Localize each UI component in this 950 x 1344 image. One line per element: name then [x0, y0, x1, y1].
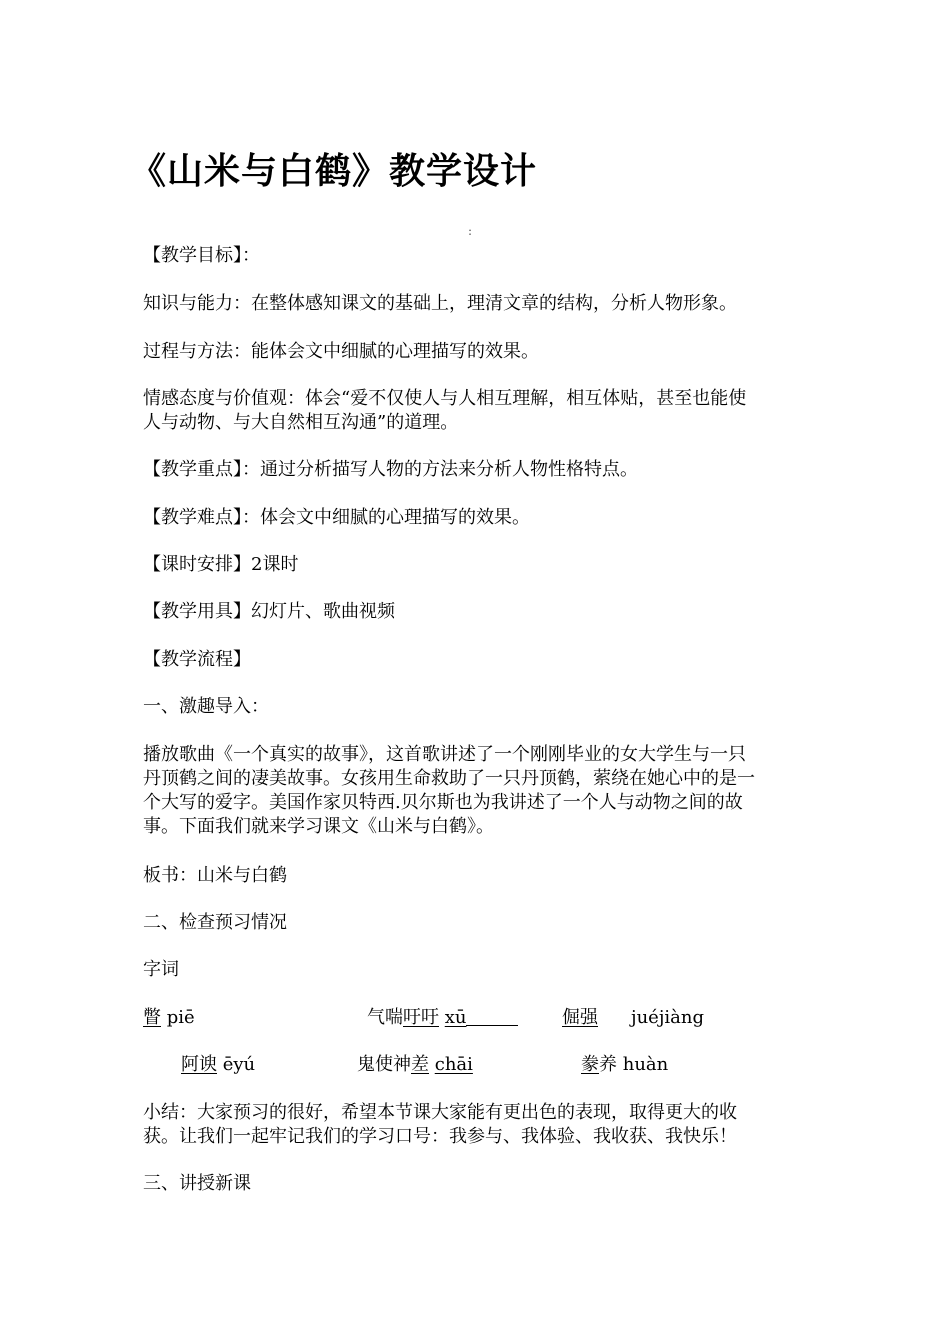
intro-line-1: 播放歌曲《一个真实的故事》，这首歌讲述了一个刚刚毕业的女大学生与一只: [143, 744, 746, 765]
section3-heading: 三、讲授新课: [143, 1173, 251, 1194]
key-point: 【教学重点】：通过分析描写人物的方法来分析人物性格特点。: [143, 459, 638, 480]
vocab-chai-pinyin: chāi: [434, 1054, 473, 1075]
intro-line-4: 事。下面我们就来学习课文《山米与白鹤》。: [143, 816, 494, 837]
intro-line-2: 丹顶鹤之间的凄美故事。女孩用生命救助了一只丹顶鹤，萦绕在她心中的是一: [143, 768, 755, 789]
summary-line-2: 获。让我们一起牢记我们的学习口号：我参与、我体验、我收获、我快乐！: [143, 1126, 737, 1147]
process-heading: 【教学流程】: [143, 649, 251, 670]
objective-emotion-line1: 情感态度与价值观：体会“爱不仅使人与人相互理解，相互体贴，甚至也能使: [143, 388, 747, 409]
teaching-tools: 【教学用具】幻灯片、歌曲视频: [143, 601, 395, 622]
summary-line-1: 小结：大家预习的很好，希望本节课大家能有更出色的表现，取得更大的收: [143, 1102, 737, 1123]
vocab-pie-pinyin: piē: [166, 1007, 195, 1028]
vocab-chai-prefix: 鬼使神: [357, 1054, 411, 1075]
vocab-label: 字词: [143, 959, 179, 980]
vocab-pie-char: 瞥: [143, 1007, 161, 1028]
vocab-ayu: [181, 1053, 255, 1077]
vocab-huan-suffix: 养: [599, 1054, 617, 1075]
board-writing: 板书：山米与白鹤: [143, 865, 287, 886]
vocab-ayu-char: 阿谀: [181, 1054, 217, 1075]
vocab-jue-char: 倔强: [562, 1007, 598, 1028]
intro-line-3: 个大写的爱字。美国作家贝特西.贝尔斯也为我讲述了一个人与动物之间的故: [143, 792, 743, 813]
separator-mark: :: [468, 224, 473, 238]
vocab-xu-pinyin: xū: [444, 1007, 467, 1028]
vocab-jue-pinyin: juéjiàng: [631, 1007, 705, 1028]
vocab-pie: [143, 1006, 195, 1030]
vocab-xu: [367, 1006, 518, 1030]
objectives-heading: 【教学目标】：: [143, 245, 260, 266]
objective-knowledge: 知识与能力：在整体感知课文的基础上，理清文章的结构，分析人物形象。: [143, 293, 737, 314]
vocab-chai: [357, 1053, 473, 1077]
section2-heading: 二、检查预习情况: [143, 912, 287, 933]
vocab-jue: [562, 1006, 598, 1030]
objective-emotion-line2: 人与动物、与大自然相互沟通”的道理。: [143, 412, 459, 433]
vocab-huan-char: 豢: [581, 1054, 599, 1075]
vocab-xu-prefix: 气喘: [367, 1007, 403, 1028]
vocab-xu-char: 吁吁: [403, 1007, 439, 1028]
vocab-ayu-pinyin: ēyú: [222, 1054, 256, 1075]
difficulty-point: 【教学难点】：体会文中细腻的心理描写的效果。: [143, 507, 530, 528]
objective-process: 过程与方法：能体会文中细腻的心理描写的效果。: [143, 341, 539, 362]
fill-blank-line: [466, 1008, 518, 1026]
vocab-huan: [581, 1053, 668, 1077]
document-title: 《山米与白鹤》教学设计: [130, 151, 538, 192]
vocab-chai-char: 差: [411, 1054, 429, 1075]
vocab-huan-pinyin: huàn: [622, 1054, 669, 1075]
section1-heading: 一、激趣导入：: [143, 696, 269, 717]
schedule: 【课时安排】2课时: [143, 554, 299, 575]
